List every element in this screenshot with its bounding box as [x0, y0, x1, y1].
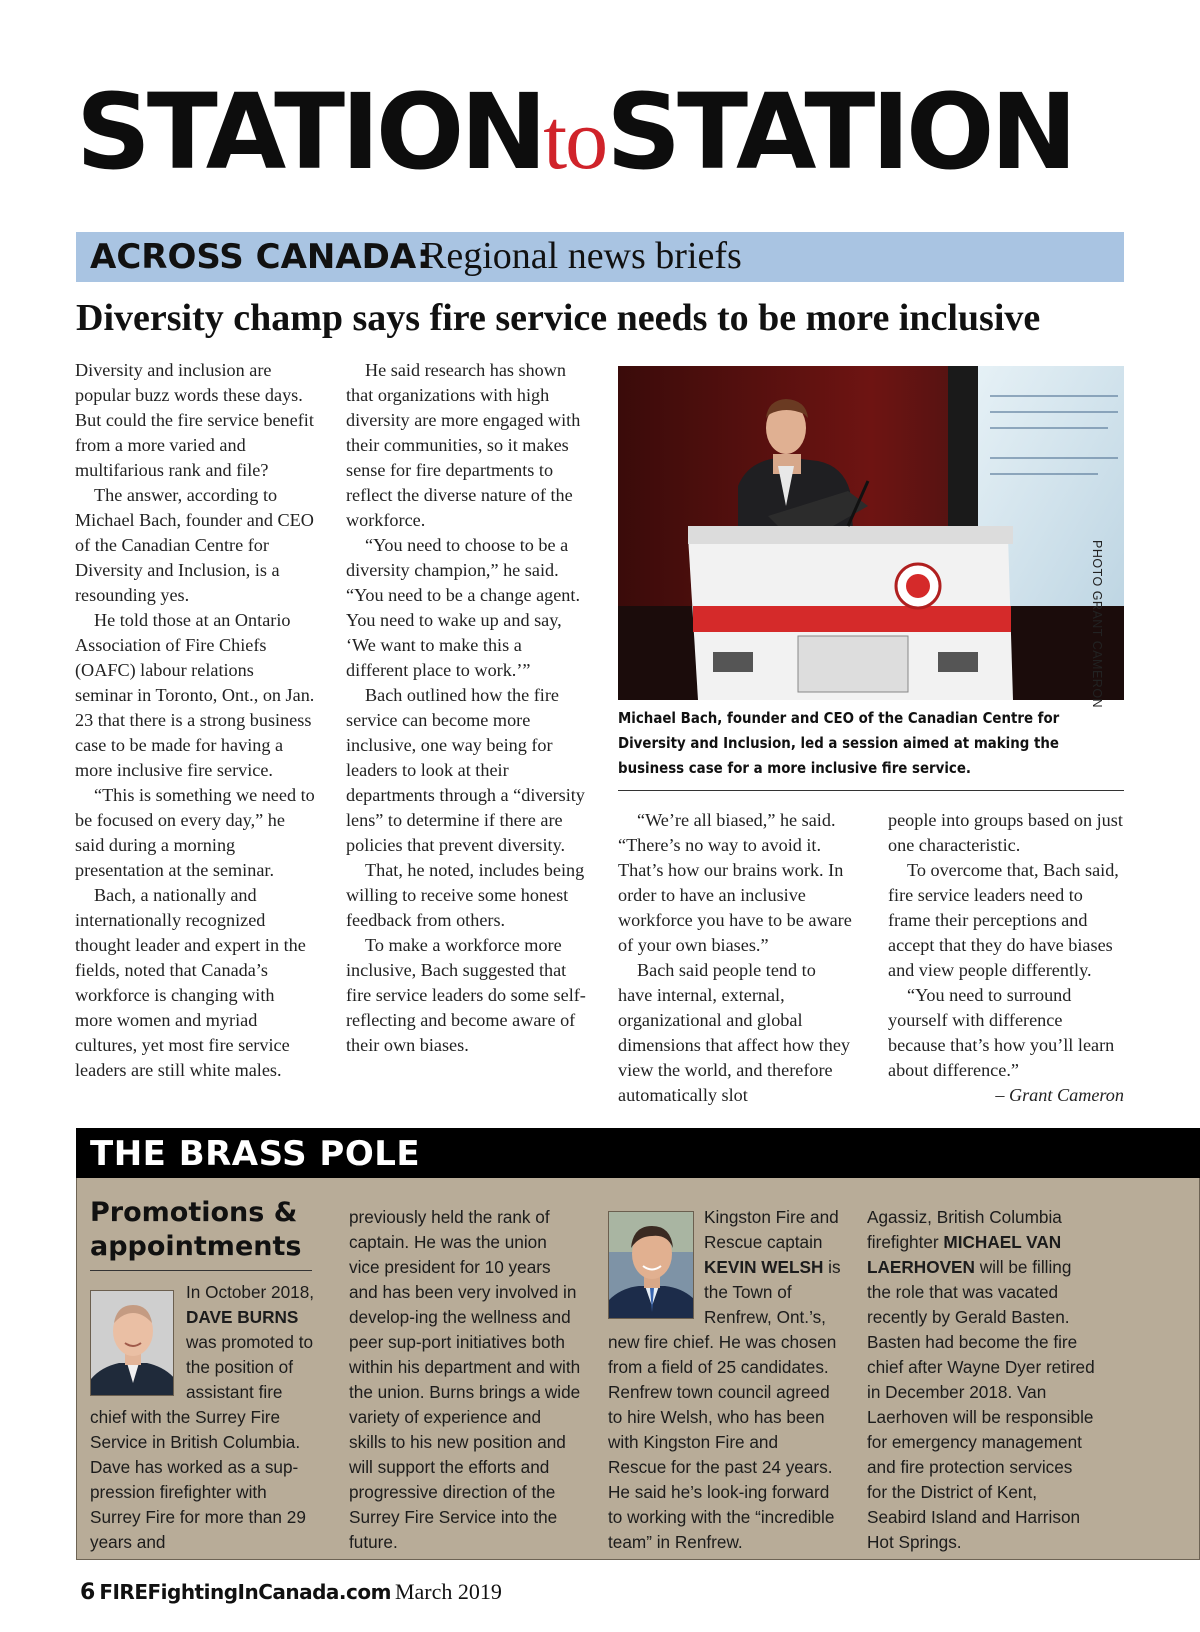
dave-burns-headshot: [90, 1290, 174, 1396]
van-laerhoven-rest: will be filling the role that was vacated recently by Gerald Basten. Basten had become the fire chief after Wayne Dyer retired in December 2018. Van Laerhoven will be responsible for emergency management and fire protection services for the District of Kent, Seabird Island and Harrison Hot Springs.: [867, 1257, 1095, 1552]
text-fragment: the Town of: [704, 1282, 792, 1302]
article-paragraph: He told those at an Ontario Association of Fire Chiefs (OAFC) labour relations seminar in Toronto, Ont., on Jan. 23 that there is a strong business case to be made for having a more inclusive fire service.: [75, 610, 315, 780]
dave-burns-text: chief with the Surrey Fire Service in British Columbia. Dave has worked as a sup-pression firefighter with Surrey Fire for more than 29 years and: [90, 1407, 306, 1552]
text-fragment: Kingston Fire and: [704, 1207, 839, 1227]
section-subtitle: Regional news briefs: [421, 235, 742, 277]
article-paragraph: “You need to surround yourself with difference because that’s how you’ll learn about difference.”: [888, 985, 1115, 1080]
article-column-2: [346, 358, 588, 1058]
article-paragraph: “We’re all biased,” he said. “There’s no way to avoid it. That’s how our brains work. In order to have an inclusive workforce you have to be aware of your own biases.”: [618, 810, 852, 955]
speaker-at-podium-image: [618, 366, 1124, 700]
article-paragraph: Diversity and inclusion are popular buzz words these days. But could the fire service benefit from a more varied and multifarious rank and file?: [75, 360, 314, 480]
kevin-welsh-text: new fire chief. He was chosen from a field of 25 candidates. Renfrew town council agreed to hire Welsh, who has been with Kingston Fire and Rescue for the past 24 years. He said he’s look-ing forward to working with the “incredible team” in Renfrew.: [608, 1332, 837, 1552]
article-paragraph: “This is something we need to be focused on every day,” he said during a morning presentation at the seminar.: [75, 785, 315, 880]
text-line: In October 2018,: [186, 1282, 315, 1302]
dave-burns-intro: [186, 1280, 316, 1405]
article-photo: [618, 366, 1124, 700]
article-paragraph: To overcome that, Bach said, fire service leaders need to frame their perceptions and accept that they do have biases and view people differently.: [888, 860, 1119, 980]
masthead-title: [76, 71, 1074, 193]
van-laerhoven-lead: Agassiz, British Columbia firefighter: [867, 1207, 1062, 1252]
section-header-bar: [76, 232, 1124, 282]
caption-divider: [618, 790, 1124, 791]
masthead-part3: STATION: [606, 71, 1074, 193]
article-column-3: [618, 808, 854, 1108]
promotions-title: Promotions & appointments: [90, 1197, 302, 1262]
article-column-4: [888, 808, 1124, 1108]
article-headline: Diversity champ says fire service needs to be more inclusive: [76, 297, 1041, 339]
issue-date: March 2019: [394, 1579, 502, 1604]
article-paragraph: “You need to choose to be a diversity champion,” he said. “You need to be a change agent. You need to wake up and say, ‘We want to make this a different place to work.’”: [346, 535, 581, 680]
text-line: was promoted to: [186, 1332, 314, 1352]
text-line: [704, 1305, 844, 1330]
text-fragment: Renfrew, Ont.’s,: [704, 1307, 826, 1327]
text-line: [704, 1280, 844, 1305]
brass-pole-title: THE BRASS POLE: [90, 1134, 421, 1174]
article-paragraph: people into groups based on just one characteristic.: [888, 810, 1123, 855]
text-line: [704, 1205, 844, 1230]
article-paragraph: He said research has shown that organizations with high diversity are more engaged with their communities, so it makes sense for fire departments to reflect the diverse nature of the workforce.: [346, 360, 581, 530]
text-fragment: is: [828, 1257, 841, 1277]
section-label: ACROSS CANADA:: [90, 237, 431, 277]
text-fragment: Rescue captain: [704, 1232, 823, 1252]
person-name: KEVIN WELSH: [704, 1257, 824, 1277]
article-paragraph: That, he noted, includes being willing to receive some honest feedback from others.: [346, 860, 585, 930]
author-signature: – Grant Cameron: [995, 1085, 1124, 1105]
photo-caption: Michael Bach, founder and CEO of the Canadian Centre for Diversity and Inclusion, led a session aimed at making the business case for a more inclusive fire service.: [618, 709, 1060, 777]
article-paragraph: Bach outlined how the fire service can become more inclusive, one way being for leaders to look at their departments through a “diversity lens” to determine if there are policies that prevent diversity.: [346, 685, 585, 855]
page-footer: [80, 1578, 502, 1609]
text-line: [704, 1230, 844, 1255]
text-line: [704, 1255, 844, 1280]
masthead-to: to: [543, 91, 607, 187]
brass-pole-bar: [76, 1128, 1200, 1178]
michael-van-laerhoven-text: [867, 1205, 1097, 1555]
text-line: the position of: [186, 1357, 294, 1377]
van-laerhoven-name: MICHAEL VAN LAERHOVEN: [867, 1232, 1062, 1277]
masthead-part1: STATION: [76, 71, 544, 193]
photo-credit: PHOTO GRANT CAMERON: [1090, 540, 1104, 709]
article-paragraph: Bach, a nationally and internationally recognized thought leader and expert in the fields, noted that Canada’s workforce is changing with more women and myriad cultures, yet most fire service leaders are still white males.: [75, 885, 306, 1080]
article-paragraph: To make a workforce more inclusive, Bach suggested that fire service leaders do some self-reflecting and become aware of their own biases.: [346, 935, 586, 1055]
article-paragraph: The answer, according to Michael Bach, founder and CEO of the Canadian Centre for Diversity and Inclusion, is a resounding yes.: [75, 485, 314, 605]
burns-continued-text: previously held the rank of captain. He was the union vice president for 10 years and has been very involved in develop-ing the wellness and peer sup-port initiatives both within his department and with the union. Burns brings a wide variety of experience and skills to his new position and will support the efforts and progressive direction of the Surrey Fire Service into the future.: [349, 1207, 581, 1552]
page-number: 6: [80, 1580, 96, 1605]
site-name: FIREFightingInCanada.com: [99, 1580, 391, 1604]
kevin-welsh-headshot: [608, 1211, 694, 1319]
headshot-image: [609, 1212, 694, 1319]
promotions-divider: [90, 1270, 312, 1271]
text-line: assistant fire: [186, 1382, 283, 1402]
headshot-image: [91, 1291, 174, 1396]
article-paragraph: Bach said people tend to have internal, external, organizational and global dimensions that affect how they view the world, and therefore automatically slot: [618, 960, 851, 1105]
article-column-1: [75, 358, 315, 1083]
kevin-welsh-intro: [704, 1205, 844, 1330]
person-name: DAVE BURNS: [186, 1307, 299, 1327]
